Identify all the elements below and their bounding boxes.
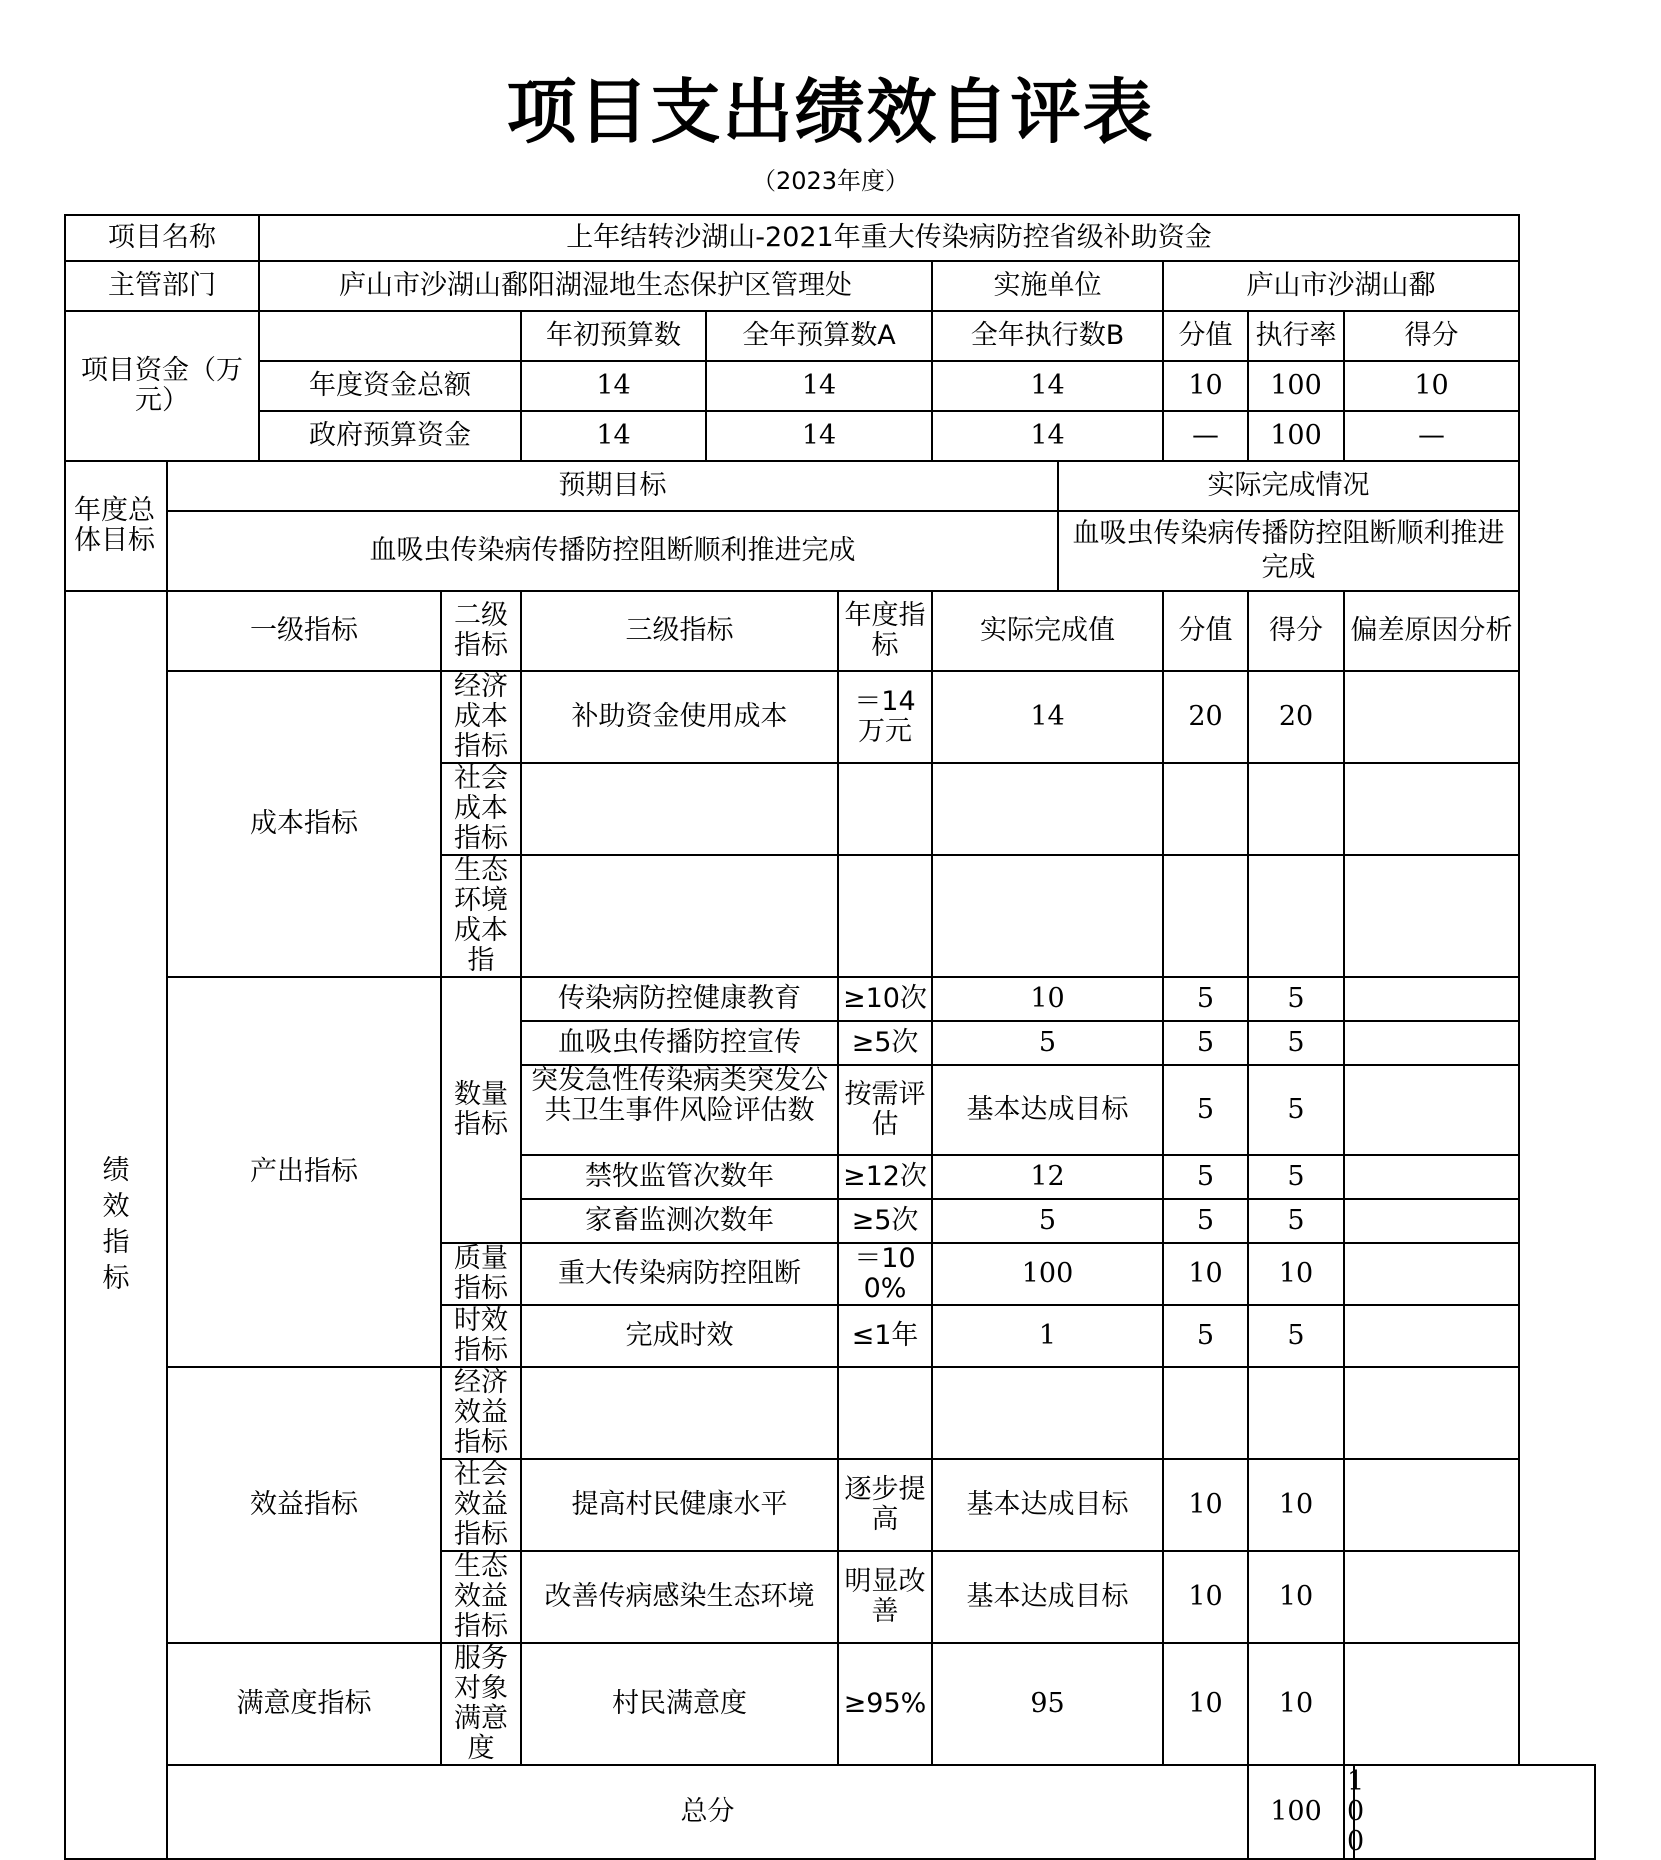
- self-evaluation-table: [64, 214, 1596, 1860]
- expected-goal-value: 血吸虫传染病传播防控阻断顺利推进完成: [167, 511, 1058, 591]
- funds-header-rate: 执行率: [1248, 311, 1344, 361]
- funds-score-val: —: [1163, 411, 1248, 461]
- level2-eco-cost: 生态环境成本指: [441, 855, 521, 977]
- funds-initial: 14: [521, 361, 706, 411]
- score-cell: [1248, 763, 1344, 855]
- actual-cell: 5: [932, 1199, 1163, 1243]
- deviation-cell: [1344, 671, 1519, 763]
- actual-cell: 95: [932, 1643, 1163, 1765]
- impl-unit-label: 实施单位: [932, 261, 1163, 311]
- target-cell: 按需评估: [838, 1065, 932, 1155]
- deviation-cell: [1344, 1551, 1519, 1643]
- level1-benefit: 效益指标: [167, 1367, 441, 1643]
- score-cell: 5: [1248, 977, 1344, 1021]
- score-val-cell: 10: [1163, 1643, 1248, 1765]
- score-val-cell: 10: [1163, 1551, 1248, 1643]
- level3-cell: [521, 1367, 838, 1459]
- year-goal-label: 年度总体目标: [65, 461, 167, 591]
- deviation-cell: [1344, 1199, 1519, 1243]
- score-cell: 10: [1248, 1551, 1344, 1643]
- score-cell: 20: [1248, 671, 1344, 763]
- level3-cell: 村民满意度: [521, 1643, 838, 1765]
- level3-cell: 禁牧监管次数年: [521, 1155, 838, 1199]
- funds-header-initial: 年初预算数: [521, 311, 706, 361]
- score-val-cell: 5: [1163, 1199, 1248, 1243]
- level3-cell: [521, 855, 838, 977]
- deviation-cell: [1344, 1367, 1519, 1459]
- level2-econ-cost: 经济成本指标: [441, 671, 521, 763]
- ind-header-level1: 一级指标: [167, 591, 441, 671]
- funds-header-score: 得分: [1344, 311, 1519, 361]
- deviation-cell: [1344, 763, 1519, 855]
- funds-score: 10: [1344, 361, 1519, 411]
- funds-exec: 14: [932, 361, 1163, 411]
- score-val-cell: [1163, 855, 1248, 977]
- deviation-cell: [1344, 1065, 1519, 1155]
- total-score: 100: [1344, 1765, 1354, 1859]
- level2-quality: 质量指标: [441, 1243, 521, 1305]
- target-cell: [838, 855, 932, 977]
- level2-quantity: 数量指标: [441, 977, 521, 1243]
- actual-cell: 14: [932, 671, 1163, 763]
- funds-header-exec: 全年执行数B: [932, 311, 1163, 361]
- funds-rate: 100: [1248, 411, 1344, 461]
- level3-cell: 提高村民健康水平: [521, 1459, 838, 1551]
- dept-label: 主管部门: [65, 261, 259, 311]
- ind-header-score: 得分: [1248, 591, 1344, 671]
- score-val-cell: 20: [1163, 671, 1248, 763]
- level2-econ-benefit: 经济效益指标: [441, 1367, 521, 1459]
- target-cell: ≥95%: [838, 1643, 932, 1765]
- ind-header-target: 年度指标: [838, 591, 932, 671]
- actual-cell: 1: [932, 1305, 1163, 1367]
- target-cell: ≥5次: [838, 1021, 932, 1065]
- score-cell: 5: [1248, 1021, 1344, 1065]
- project-name-value: 上年结转沙湖山-2021年重大传染病防控省级补助资金: [259, 215, 1519, 261]
- score-cell: 5: [1248, 1065, 1344, 1155]
- actual-cell: 5: [932, 1021, 1163, 1065]
- target-cell: ＝14万元: [838, 671, 932, 763]
- deviation-cell: [1344, 855, 1519, 977]
- funds-row-label: 政府预算资金: [259, 411, 521, 461]
- score-val-cell: 5: [1163, 1305, 1248, 1367]
- score-cell: 10: [1248, 1243, 1344, 1305]
- level1-output: 产出指标: [167, 977, 441, 1367]
- page-title: 项目支出绩效自评表: [506, 70, 1155, 153]
- funds-row-label: 年度资金总额: [259, 361, 521, 411]
- level2-timeliness: 时效指标: [441, 1305, 521, 1367]
- target-cell: ＝100%: [838, 1243, 932, 1305]
- actual-cell: 基本达成目标: [932, 1459, 1163, 1551]
- funds-label: 项目资金（万元）: [65, 311, 259, 461]
- level2-service: 服务对象满意度: [441, 1643, 521, 1765]
- deviation-cell: [1344, 1021, 1519, 1065]
- level3-cell: 传染病防控健康教育: [521, 977, 838, 1021]
- target-cell: 明显改善: [838, 1551, 932, 1643]
- level3-cell: 突发急性传染病类突发公共卫生事件风险评估数: [521, 1065, 838, 1155]
- level3-cell: 家畜监测次数年: [521, 1199, 838, 1243]
- funds-header-blank: [259, 311, 521, 361]
- total-label: 总分: [167, 1765, 1248, 1859]
- level3-cell: [521, 763, 838, 855]
- actual-cell: 10: [932, 977, 1163, 1021]
- target-cell: ≥5次: [838, 1199, 932, 1243]
- level1-cost: 成本指标: [167, 671, 441, 977]
- funds-score: —: [1344, 411, 1519, 461]
- level2-eco-benefit: 生态效益指标: [441, 1551, 521, 1643]
- score-cell: [1248, 855, 1344, 977]
- score-val-cell: [1163, 763, 1248, 855]
- funds-full: 14: [706, 411, 932, 461]
- score-val-cell: 10: [1163, 1243, 1248, 1305]
- ind-header-level3: 三级指标: [521, 591, 838, 671]
- funds-initial: 14: [521, 411, 706, 461]
- level3-cell: 完成时效: [521, 1305, 838, 1367]
- level1-satisfaction: 满意度指标: [167, 1643, 441, 1765]
- total-deviation: [1354, 1765, 1595, 1859]
- score-cell: 5: [1248, 1305, 1344, 1367]
- deviation-cell: [1344, 1243, 1519, 1305]
- target-cell: ≥12次: [838, 1155, 932, 1199]
- ind-header-actual: 实际完成值: [932, 591, 1163, 671]
- project-name-label: 项目名称: [65, 215, 259, 261]
- ind-header-level2: 二级指标: [441, 591, 521, 671]
- level2-social-cost: 社会成本指标: [441, 763, 521, 855]
- score-cell: 10: [1248, 1643, 1344, 1765]
- level3-cell: 血吸虫传播防控宣传: [521, 1021, 838, 1065]
- funds-header-score-val: 分值: [1163, 311, 1248, 361]
- target-cell: [838, 763, 932, 855]
- actual-cell: 12: [932, 1155, 1163, 1199]
- score-val-cell: 5: [1163, 977, 1248, 1021]
- impl-unit-value: 庐山市沙湖山鄱: [1163, 261, 1519, 311]
- score-cell: 5: [1248, 1199, 1344, 1243]
- page-subtitle: （2023年度）: [751, 167, 910, 195]
- score-val-cell: [1163, 1367, 1248, 1459]
- actual-cell: 基本达成目标: [932, 1551, 1163, 1643]
- funds-rate: 100: [1248, 361, 1344, 411]
- score-val-cell: 5: [1163, 1021, 1248, 1065]
- score-cell: 5: [1248, 1155, 1344, 1199]
- score-cell: 10: [1248, 1459, 1344, 1551]
- actual-cell: [932, 763, 1163, 855]
- score-val-cell: 10: [1163, 1459, 1248, 1551]
- funds-exec: 14: [932, 411, 1163, 461]
- score-val-cell: 5: [1163, 1065, 1248, 1155]
- actual-cell: 100: [932, 1243, 1163, 1305]
- deviation-cell: [1344, 1643, 1519, 1765]
- level2-social-benefit: 社会效益指标: [441, 1459, 521, 1551]
- level3-cell: 改善传病感染生态环境: [521, 1551, 838, 1643]
- deviation-cell: [1344, 1155, 1519, 1199]
- level3-cell: 重大传染病防控阻断: [521, 1243, 838, 1305]
- total-score-val: 100: [1248, 1765, 1344, 1859]
- actual-goal-value: 血吸虫传染病传播防控阻断顺利推进完成: [1058, 511, 1519, 591]
- ind-header-deviation: 偏差原因分析: [1344, 591, 1519, 671]
- dept-value: 庐山市沙湖山鄱阳湖湿地生态保护区管理处: [259, 261, 932, 311]
- target-cell: 逐步提高: [838, 1459, 932, 1551]
- funds-full: 14: [706, 361, 932, 411]
- actual-cell: 基本达成目标: [932, 1065, 1163, 1155]
- perf-indicator-label: 绩效指标: [65, 591, 167, 1859]
- target-cell: [838, 1367, 932, 1459]
- deviation-cell: [1344, 1305, 1519, 1367]
- actual-cell: [932, 855, 1163, 977]
- actual-goal-header: 实际完成情况: [1058, 461, 1519, 511]
- level3-cell: 补助资金使用成本: [521, 671, 838, 763]
- score-val-cell: 5: [1163, 1155, 1248, 1199]
- deviation-cell: [1344, 1459, 1519, 1551]
- score-cell: [1248, 1367, 1344, 1459]
- funds-header-full: 全年预算数A: [706, 311, 932, 361]
- actual-cell: [932, 1367, 1163, 1459]
- funds-score-val: 10: [1163, 361, 1248, 411]
- target-cell: ≥10次: [838, 977, 932, 1021]
- deviation-cell: [1344, 977, 1519, 1021]
- expected-goal-header: 预期目标: [167, 461, 1058, 511]
- ind-header-score-val: 分值: [1163, 591, 1248, 671]
- target-cell: ≤1年: [838, 1305, 932, 1367]
